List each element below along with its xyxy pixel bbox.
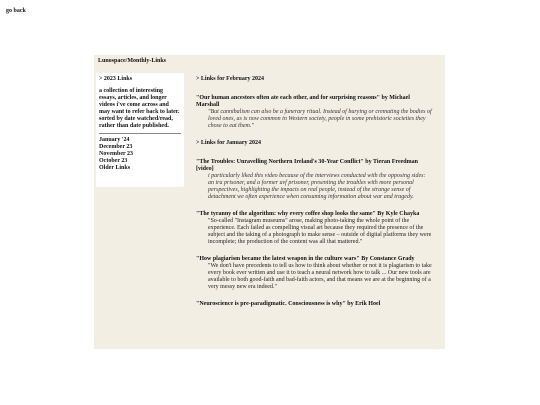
sidebar-divider: [99, 133, 181, 134]
link-entry: [196, 211, 432, 246]
entry-description: "We don't have precedents to tell us how to think about whether or not it is plagiarism to take every book ever written and use it to teach a neural network how to talk ... Our new tools are available to both good-faith and bad-faith actors, and that means we are at the beginning of a very messy new era indeed.": [208, 263, 432, 290]
main-panel: [94, 55, 445, 349]
entry-description: i particularly liked this video because of the interviews conducted with the opposing sides: an ira prisoner, and a former uvf prisoner, presenting the troubles with more personal perspectives, highlighting the impacts on real people, instead of the strange sense of detachment we often experience when consuming information about war and tragedy.: [208, 173, 426, 200]
link-entry: [196, 159, 432, 201]
sidebar-link-january-24[interactable]: January '24: [99, 137, 130, 143]
sidebar-link-october-23[interactable]: October 23: [99, 158, 128, 164]
entry-title-link[interactable]: "Neuroscience is pre-paradigmatic. Consciousness is why" by Erik Hoel: [196, 301, 381, 307]
entry-title-link[interactable]: "The tyranny of the algorithm: why every coffee shop looks the same" By Kyle Chayka: [196, 211, 420, 217]
links-content: [196, 76, 432, 318]
section-heading-january-2024: > Links for January 2024: [196, 140, 261, 146]
go-back-link[interactable]: go back: [6, 8, 26, 14]
section-heading-february-2024: > Links for February 2024: [196, 76, 264, 82]
sidebar-link-older[interactable]: Older Links: [99, 165, 131, 171]
site-title: Lunospace/Monthly-Links: [98, 58, 167, 64]
link-entry: [196, 301, 432, 308]
entry-title-link[interactable]: "The Troubles: Unravelling Northern Ireland's 30-Year Conflict" by Tieran Freedman [video]: [196, 159, 418, 172]
link-entry: [196, 95, 432, 130]
sidebar: [96, 73, 184, 187]
entry-description: "So-called "Instagram museums" arose, making photo-taking the whole point of the experience. Each failed as compelling visual art because they required the presence of the subject and the taking of a photograph to make sense – outside of digital platforms they were incomplete; the production of the content was all that mattered.": [208, 218, 432, 245]
entry-description: "But cannibalism can also be a funerary ritual. Instead of burying or cremating the bodies of loved ones, as is now common in Western society, people in some prehistoric societies they chose to eat them.": [208, 109, 432, 129]
entry-title-link[interactable]: "Our human ancestors often ate each other, and for surprising reasons" by Michael Marshall: [196, 95, 410, 108]
entry-title-link[interactable]: "How plagiarism became the latest weapon in the culture wars" By Constance Grady: [196, 256, 415, 262]
sidebar-description: a collection of interesting essays, articles, and longer videos i've come across and may want to refer back to later. sorted by date watched/read, rather than date published.: [99, 88, 180, 129]
sidebar-heading: > 2023 Links: [99, 76, 133, 82]
sidebar-link-december-23[interactable]: December 23: [99, 144, 133, 150]
link-entry: [196, 256, 432, 291]
sidebar-link-november-23[interactable]: November 23: [99, 151, 134, 157]
